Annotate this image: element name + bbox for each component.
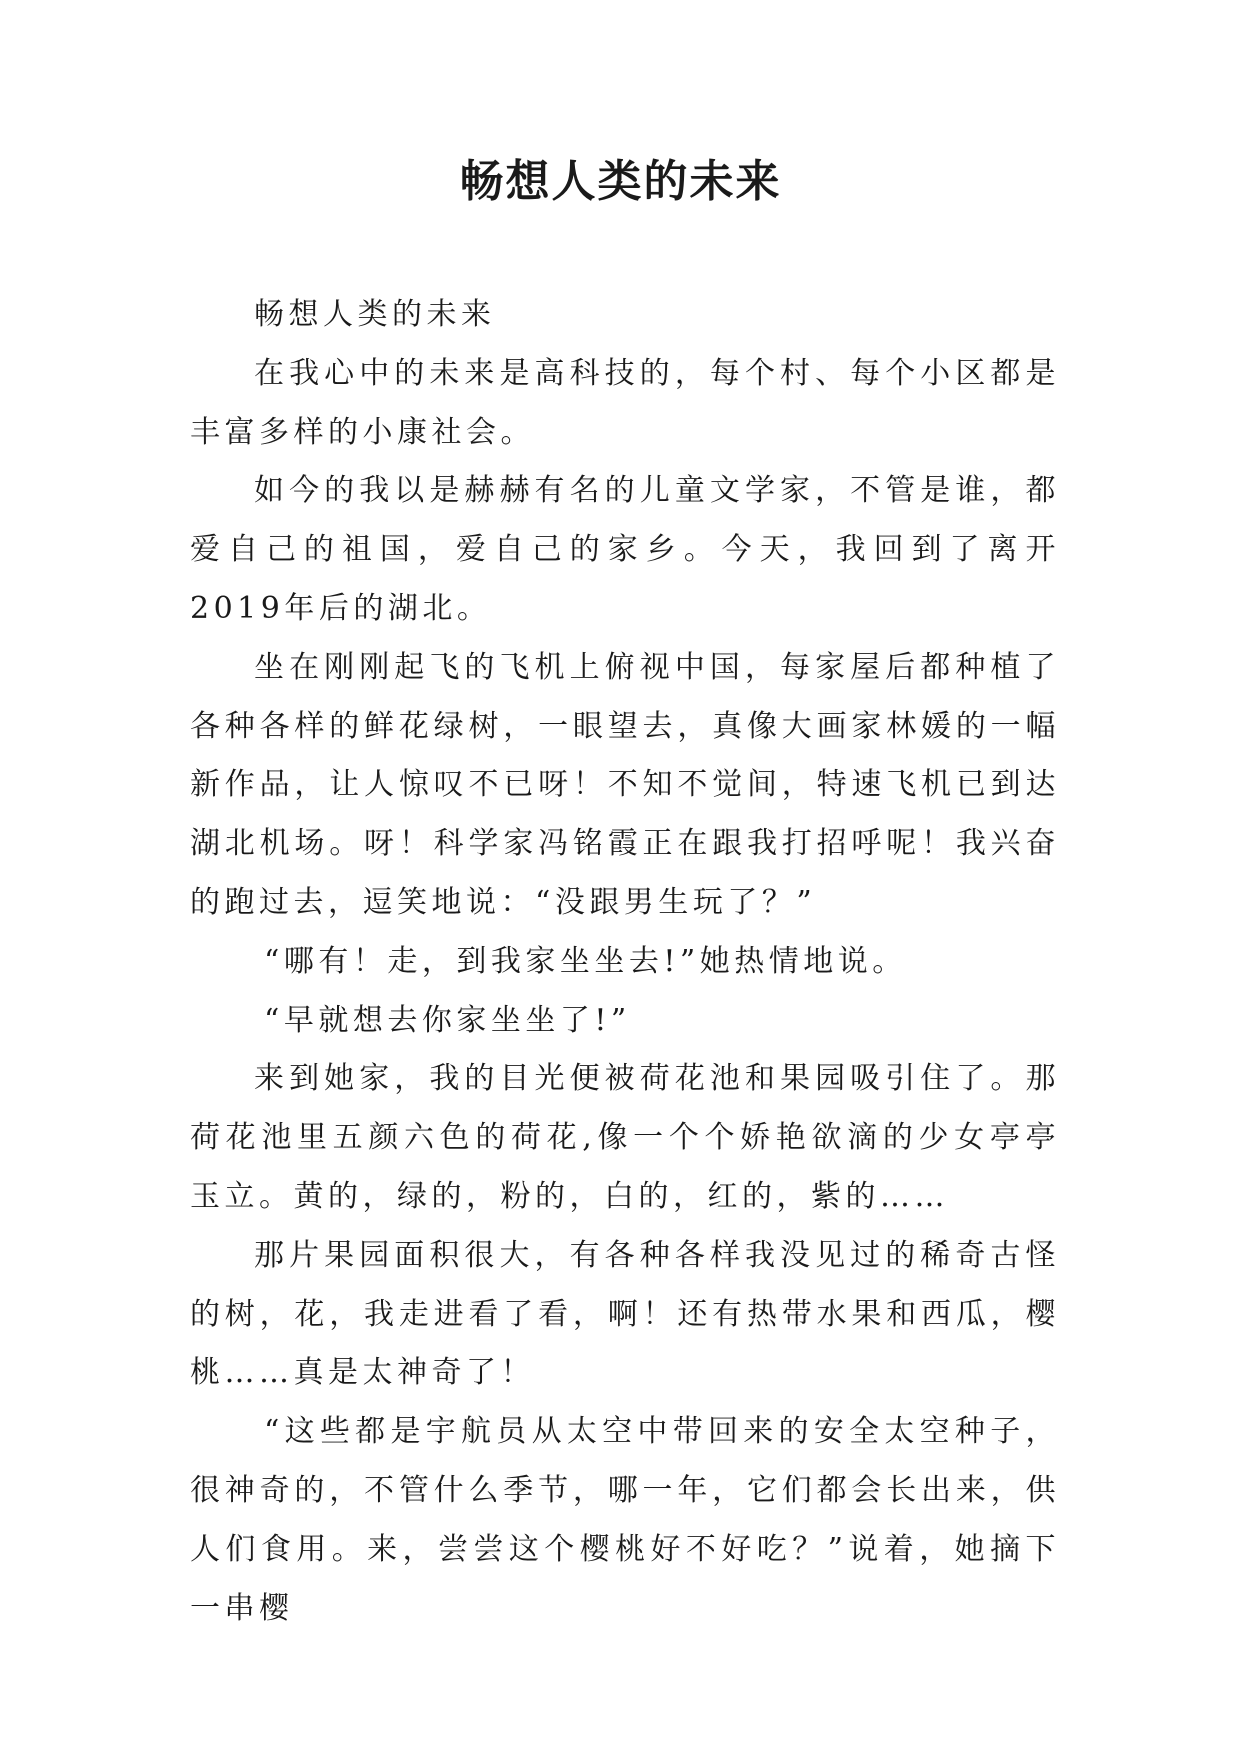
paragraph: 如今的我以是赫赫有名的儿童文学家，不管是谁，都爱自己的祖国，爱自己的家乡。今天，我回到了离开2019年后的湖北。 — [190, 473, 1060, 626]
paragraph: 来到她家，我的目光便被荷花池和果园吸引住了。那荷花池里五颜六色的荷花,像一个个娇艳欲滴的少女亭亭玉立。黄的，绿的，粉的，白的，红的，紫的…… — [190, 1061, 1060, 1214]
paragraph: 在我心中的未来是高科技的，每个村、每个小区都是丰富多样的小康社会。 — [190, 355, 1060, 450]
document-body — [190, 286, 1060, 1638]
document-title: 畅想人类的未来 — [459, 156, 782, 207]
paragraph: 畅想人类的未来 — [254, 297, 496, 332]
paragraph: “这些都是宇航员从太空中带回来的安全太空种子，很神奇的，不管什么季节，哪一年，它们都会长出来，供人们食用。来，尝尝这个樱桃好不好吃？”说着，她摘下一串樱 — [190, 1414, 1060, 1626]
paragraph: 那片果园面积很大，有各种各样我没见过的稀奇古怪的树，花，我走进看了看，啊！还有热带水果和西瓜，樱桃……真是太神奇了！ — [190, 1237, 1060, 1391]
paragraph: 坐在刚刚起飞的飞机上俯视中国，每家屋后都种植了各种各样的鲜花绿树，一眼望去，真像大画家林媛的一幅新作品，让人惊叹不已呀！不知不觉间，特速飞机已到达湖北机场。呀！科学家冯铭霞正在跟我打招呼呢！我兴奋的跑过去，逗笑地说：“没跟男生玩了？” — [190, 649, 1060, 920]
paragraph: “早就想去你家坐坐了!” — [264, 1002, 631, 1038]
paragraph: “哪有！走，到我家坐坐去!”她热情地说。 — [264, 943, 907, 979]
